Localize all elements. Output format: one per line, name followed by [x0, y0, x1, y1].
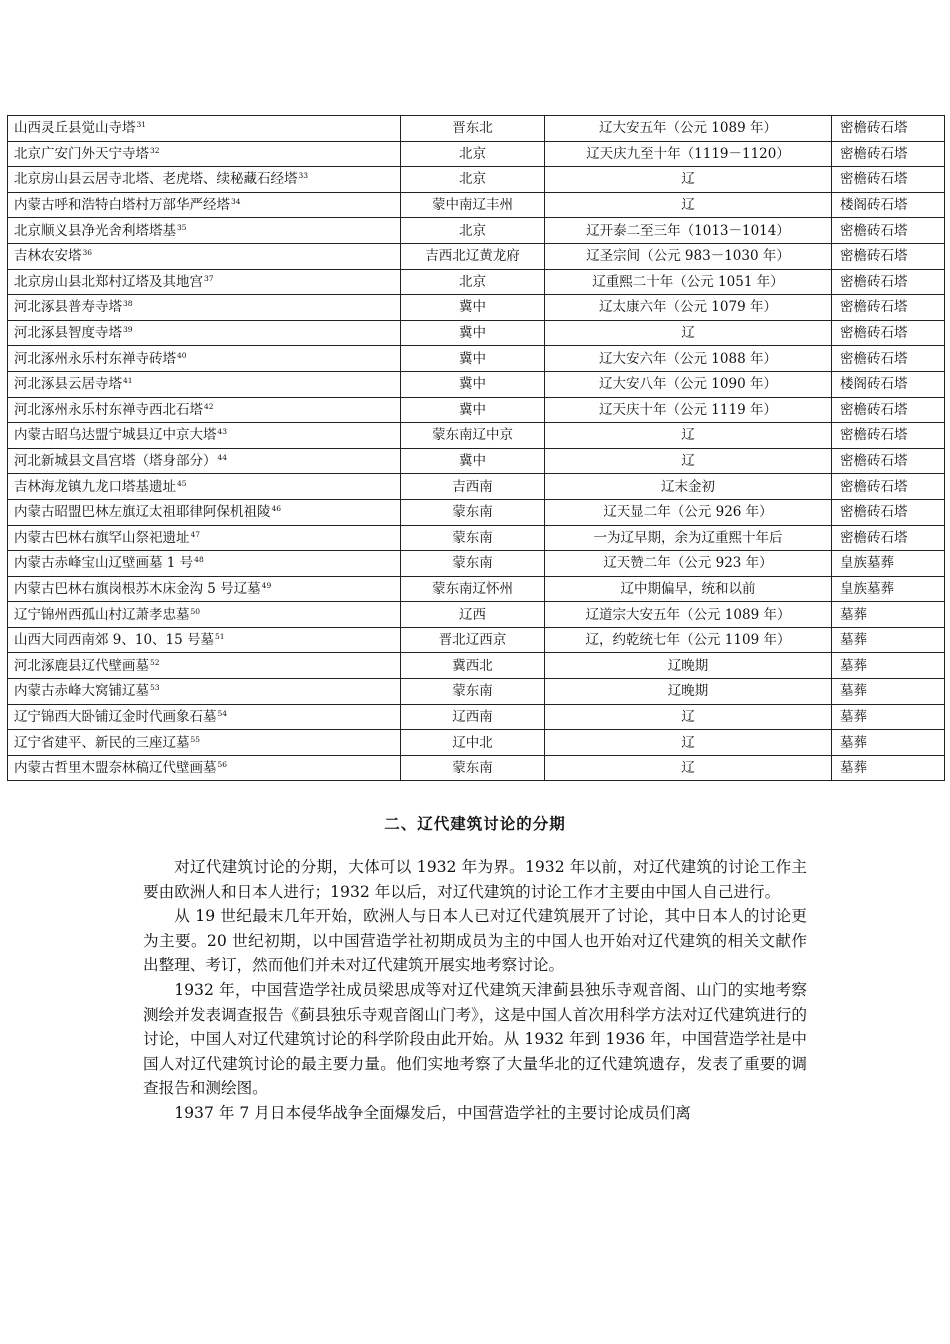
table-row [8, 730, 945, 756]
type-cell: 密檐砖石塔 [832, 243, 945, 269]
date-cell: 辽晚期 [545, 653, 832, 679]
region-cell: 辽西南 [401, 704, 545, 730]
site-name-cell [8, 295, 401, 321]
table-row [8, 551, 945, 577]
site-name-cell [8, 679, 401, 705]
site-name: 内蒙古昭盟巴林左旗辽太祖耶律阿保机祖陵 [14, 504, 271, 521]
footnote-ref: 47 [190, 529, 201, 539]
footnote-ref: 39 [123, 325, 133, 335]
type-cell: 密檐砖石塔 [832, 218, 945, 244]
date-cell: 辽重熙二十年（公元 1051 年） [545, 269, 832, 295]
site-name: 山西灵丘县觉山寺塔 [14, 120, 136, 137]
date-cell: 一为辽早期，余为辽重熙十年后 [545, 525, 832, 551]
footnote-ref: 46 [271, 504, 282, 514]
footnote-ref: 49 [261, 580, 272, 590]
site-name: 内蒙古赤峰大窝铺辽墓 [14, 683, 149, 700]
site-name: 北京房山县云居寺北塔、老虎塔、续秘藏石经塔 [14, 171, 298, 188]
site-name-cell [8, 243, 401, 269]
table-row [8, 755, 945, 781]
type-cell: 密檐砖石塔 [832, 474, 945, 500]
table-row [8, 627, 945, 653]
date-cell: 辽天赞二年（公元 923 年） [545, 551, 832, 577]
footnote-ref: 38 [123, 299, 133, 309]
date-cell: 辽，约乾统七年（公元 1109 年） [545, 627, 832, 653]
type-cell: 墓葬 [832, 704, 945, 730]
site-name: 辽宁省建平、新民的三座辽墓 [14, 734, 190, 751]
table-row [8, 499, 945, 525]
footnote-ref: 40 [177, 350, 187, 360]
table-row [8, 295, 945, 321]
type-cell: 密檐砖石塔 [832, 448, 945, 474]
date-cell: 辽圣宗间（公元 983－1030 年） [545, 243, 832, 269]
site-name: 辽宁锦西大卧铺辽金时代画象石墓 [14, 708, 217, 725]
type-cell: 楼阁砖石塔 [832, 192, 945, 218]
site-name-cell [8, 704, 401, 730]
site-name: 北京广安门外天宁寺塔 [14, 145, 149, 162]
site-name: 河北涿县智度寺塔 [14, 325, 122, 342]
table-row [8, 167, 945, 193]
date-cell: 辽太康六年（公元 1079 年） [545, 295, 832, 321]
site-name-cell [8, 141, 401, 167]
date-cell: 辽 [545, 320, 832, 346]
site-name: 内蒙古赤峰宝山辽壁画墓 1 号 [14, 555, 194, 572]
region-cell: 北京 [401, 269, 545, 295]
region-cell: 晋北辽西京 [401, 627, 545, 653]
date-cell: 辽 [545, 167, 832, 193]
date-cell: 辽 [545, 192, 832, 218]
type-cell: 墓葬 [832, 755, 945, 781]
date-cell: 辽中期偏早，统和以前 [545, 576, 832, 602]
type-cell: 墓葬 [832, 679, 945, 705]
body-text [143, 855, 807, 1126]
footnote-ref: 54 [217, 708, 228, 718]
site-name: 河北涿州永乐村东禅寺西北石塔 [14, 401, 203, 418]
type-cell: 墓葬 [832, 602, 945, 628]
type-cell: 密檐砖石塔 [832, 397, 945, 423]
site-name-cell [8, 320, 401, 346]
site-name: 河北涿州永乐村东禅寺砖塔 [14, 350, 176, 367]
date-cell: 辽天显二年（公元 926 年） [545, 499, 832, 525]
table-row [8, 576, 945, 602]
table-row [8, 653, 945, 679]
section-heading: 二、辽代建筑讨论的分期 [384, 815, 566, 833]
site-name-cell [8, 448, 401, 474]
region-cell: 蒙东南辽中京 [401, 423, 545, 449]
footnote-ref: 51 [215, 632, 225, 642]
region-cell: 辽西 [401, 602, 545, 628]
region-cell: 蒙东南辽怀州 [401, 576, 545, 602]
site-name-cell [8, 269, 401, 295]
site-name-cell [8, 192, 401, 218]
region-cell: 冀中 [401, 320, 545, 346]
table-row [8, 448, 945, 474]
site-name: 内蒙古呼和浩特白塔村万部华严经塔 [14, 197, 230, 214]
site-name: 内蒙古昭乌达盟宁城县辽中京大塔 [14, 427, 217, 444]
region-cell: 冀中 [401, 346, 545, 372]
site-name: 辽宁锦州西孤山村辽萧孝忠墓 [14, 606, 190, 623]
site-name-cell [8, 371, 401, 397]
footnote-ref: 36 [82, 248, 93, 258]
table-row [8, 320, 945, 346]
footnote-ref: 32 [150, 145, 160, 155]
region-cell: 吉西北辽黄龙府 [401, 243, 545, 269]
date-cell: 辽 [545, 730, 832, 756]
region-cell: 北京 [401, 218, 545, 244]
region-cell: 蒙东南 [401, 551, 545, 577]
table-row [8, 141, 945, 167]
type-cell: 密檐砖石塔 [832, 499, 945, 525]
region-cell: 北京 [401, 167, 545, 193]
date-cell: 辽末金初 [545, 474, 832, 500]
site-name: 北京房山县北郑村辽塔及其地宫 [14, 273, 203, 290]
site-name: 河北新城县文昌宫塔（塔身部分） [14, 453, 217, 470]
table-row [8, 602, 945, 628]
site-name: 河北涿县普寿寺塔 [14, 299, 122, 316]
footnote-ref: 50 [190, 606, 201, 616]
type-cell: 墓葬 [832, 653, 945, 679]
type-cell: 密檐砖石塔 [832, 525, 945, 551]
type-cell: 密檐砖石塔 [832, 269, 945, 295]
region-cell: 辽中北 [401, 730, 545, 756]
site-name-cell [8, 397, 401, 423]
table-row [8, 346, 945, 372]
region-cell: 吉西南 [401, 474, 545, 500]
date-cell: 辽天庆九至十年（1119－1120） [545, 141, 832, 167]
footnote-ref: 37 [204, 273, 214, 283]
region-cell: 蒙中南辽丰州 [401, 192, 545, 218]
paragraph: 对辽代建筑讨论的分期，大体可以 1932 年为界。1932 年以前，对辽代建筑的讨论工作主要由欧洲人和日本人进行；1932 年以后，对辽代建筑的讨论工作才主要由中国人自己进行。 [143, 858, 807, 901]
table-row [8, 423, 945, 449]
date-cell: 辽 [545, 423, 832, 449]
region-cell: 冀西北 [401, 653, 545, 679]
site-name-cell [8, 627, 401, 653]
site-name-cell [8, 346, 401, 372]
site-name: 河北涿鹿县辽代壁画墓 [14, 657, 149, 674]
region-cell: 冀中 [401, 295, 545, 321]
footnote-ref: 41 [123, 376, 133, 386]
table-row [8, 116, 945, 142]
date-cell: 辽大安八年（公元 1090 年） [545, 371, 832, 397]
date-cell: 辽 [545, 755, 832, 781]
footnote-ref: 42 [204, 401, 214, 411]
site-name: 内蒙古巴林右旗岗根苏木床金沟 5 号辽墓 [14, 580, 261, 597]
region-cell: 冀中 [401, 397, 545, 423]
date-cell: 辽开泰二至三年（1013－1014） [545, 218, 832, 244]
table-row [8, 525, 945, 551]
site-name-cell [8, 167, 401, 193]
site-name: 北京顺义县净光舍利塔塔基 [14, 222, 176, 239]
footnote-ref: 34 [231, 197, 241, 207]
date-cell: 辽 [545, 448, 832, 474]
site-name: 吉林海龙镇九龙口塔基遗址 [14, 478, 176, 495]
date-cell: 辽 [545, 704, 832, 730]
footnote-ref: 31 [136, 120, 147, 130]
table-row [8, 192, 945, 218]
type-cell: 墓葬 [832, 627, 945, 653]
site-name-cell [8, 730, 401, 756]
site-name-cell [8, 576, 401, 602]
footnote-ref: 52 [150, 657, 160, 667]
type-cell: 密檐砖石塔 [832, 346, 945, 372]
site-name-cell [8, 551, 401, 577]
type-cell: 密檐砖石塔 [832, 423, 945, 449]
date-cell: 辽天庆十年（公元 1119 年） [545, 397, 832, 423]
region-cell: 晋东北 [401, 116, 545, 142]
region-cell: 冀中 [401, 371, 545, 397]
site-name-cell [8, 499, 401, 525]
type-cell: 密檐砖石塔 [832, 116, 945, 142]
region-cell: 北京 [401, 141, 545, 167]
site-name-cell [8, 474, 401, 500]
date-cell: 辽道宗大安五年（公元 1089 年） [545, 602, 832, 628]
site-name-cell [8, 602, 401, 628]
date-cell: 辽大安六年（公元 1088 年） [545, 346, 832, 372]
region-cell: 冀中 [401, 448, 545, 474]
liao-architecture-table [7, 115, 945, 781]
table-body [8, 116, 945, 781]
footnote-ref: 44 [217, 453, 228, 463]
site-name-cell [8, 525, 401, 551]
site-name-cell [8, 218, 401, 244]
region-cell: 蒙东南 [401, 499, 545, 525]
site-name-cell [8, 423, 401, 449]
type-cell: 皇族墓葬 [832, 551, 945, 577]
paragraph: 1932 年，中国营造学社成员梁思成等对辽代建筑天津蓟县独乐寺观音阁、山门的实地考察测绘并发表调查报告《蓟县独乐寺观音阁山门考》，这是中国人首次用科学方法对辽代建筑进行的讨论，中国人对辽代建筑讨论的科学阶段由此开始。从 1932 年到 1936 年，中国营造学社是中国人对辽代建筑讨论的最主要力量。他们实地考察了大量华北的辽代建筑遗存，发表了重要的调查报告和测绘图。 [143, 980, 807, 1098]
region-cell: 蒙东南 [401, 755, 545, 781]
site-name-cell [8, 116, 401, 142]
footnote-ref: 56 [217, 760, 228, 770]
table-row [8, 679, 945, 705]
table-row [8, 218, 945, 244]
type-cell: 皇族墓葬 [832, 576, 945, 602]
paragraph: 1937 年 7 月日本侵华战争全面爆发后，中国营造学社的主要讨论成员们离 [174, 1103, 691, 1122]
table-row [8, 474, 945, 500]
type-cell: 密檐砖石塔 [832, 320, 945, 346]
footnote-ref: 48 [194, 555, 204, 565]
site-name: 河北涿县云居寺塔 [14, 376, 122, 393]
region-cell: 蒙东南 [401, 525, 545, 551]
date-cell: 辽大安五年（公元 1089 年） [545, 116, 832, 142]
footnote-ref: 33 [298, 171, 309, 181]
site-name: 内蒙古哲里木盟奈林稿辽代壁画墓 [14, 760, 217, 777]
footnote-ref: 45 [177, 478, 187, 488]
site-name: 吉林农安塔 [14, 248, 82, 265]
type-cell: 密檐砖石塔 [832, 167, 945, 193]
date-cell: 辽晚期 [545, 679, 832, 705]
table-row [8, 397, 945, 423]
footnote-ref: 53 [150, 683, 160, 693]
site-name: 内蒙古巴林右旗罕山祭祀遗址 [14, 529, 190, 546]
type-cell: 墓葬 [832, 730, 945, 756]
table-row [8, 704, 945, 730]
table-row [8, 269, 945, 295]
footnote-ref: 35 [177, 222, 187, 232]
site-name-cell [8, 653, 401, 679]
type-cell: 密檐砖石塔 [832, 141, 945, 167]
type-cell: 楼阁砖石塔 [832, 371, 945, 397]
footnote-ref: 43 [217, 427, 228, 437]
table-row [8, 371, 945, 397]
paragraph: 从 19 世纪最末几年开始，欧洲人与日本人已对辽代建筑展开了讨论，其中日本人的讨论更为主要。20 世纪初期，以中国营造学社初期成员为主的中国人也开始对辽代建筑的相关文献作出整理、考订，然而他们并未对辽代建筑开展实地考察讨论。 [143, 907, 807, 975]
type-cell: 密檐砖石塔 [832, 295, 945, 321]
footnote-ref: 55 [190, 734, 201, 744]
site-name: 山西大同西南郊 9、10、15 号墓 [14, 632, 215, 649]
site-name-cell [8, 755, 401, 781]
region-cell: 蒙东南 [401, 679, 545, 705]
table-row [8, 243, 945, 269]
